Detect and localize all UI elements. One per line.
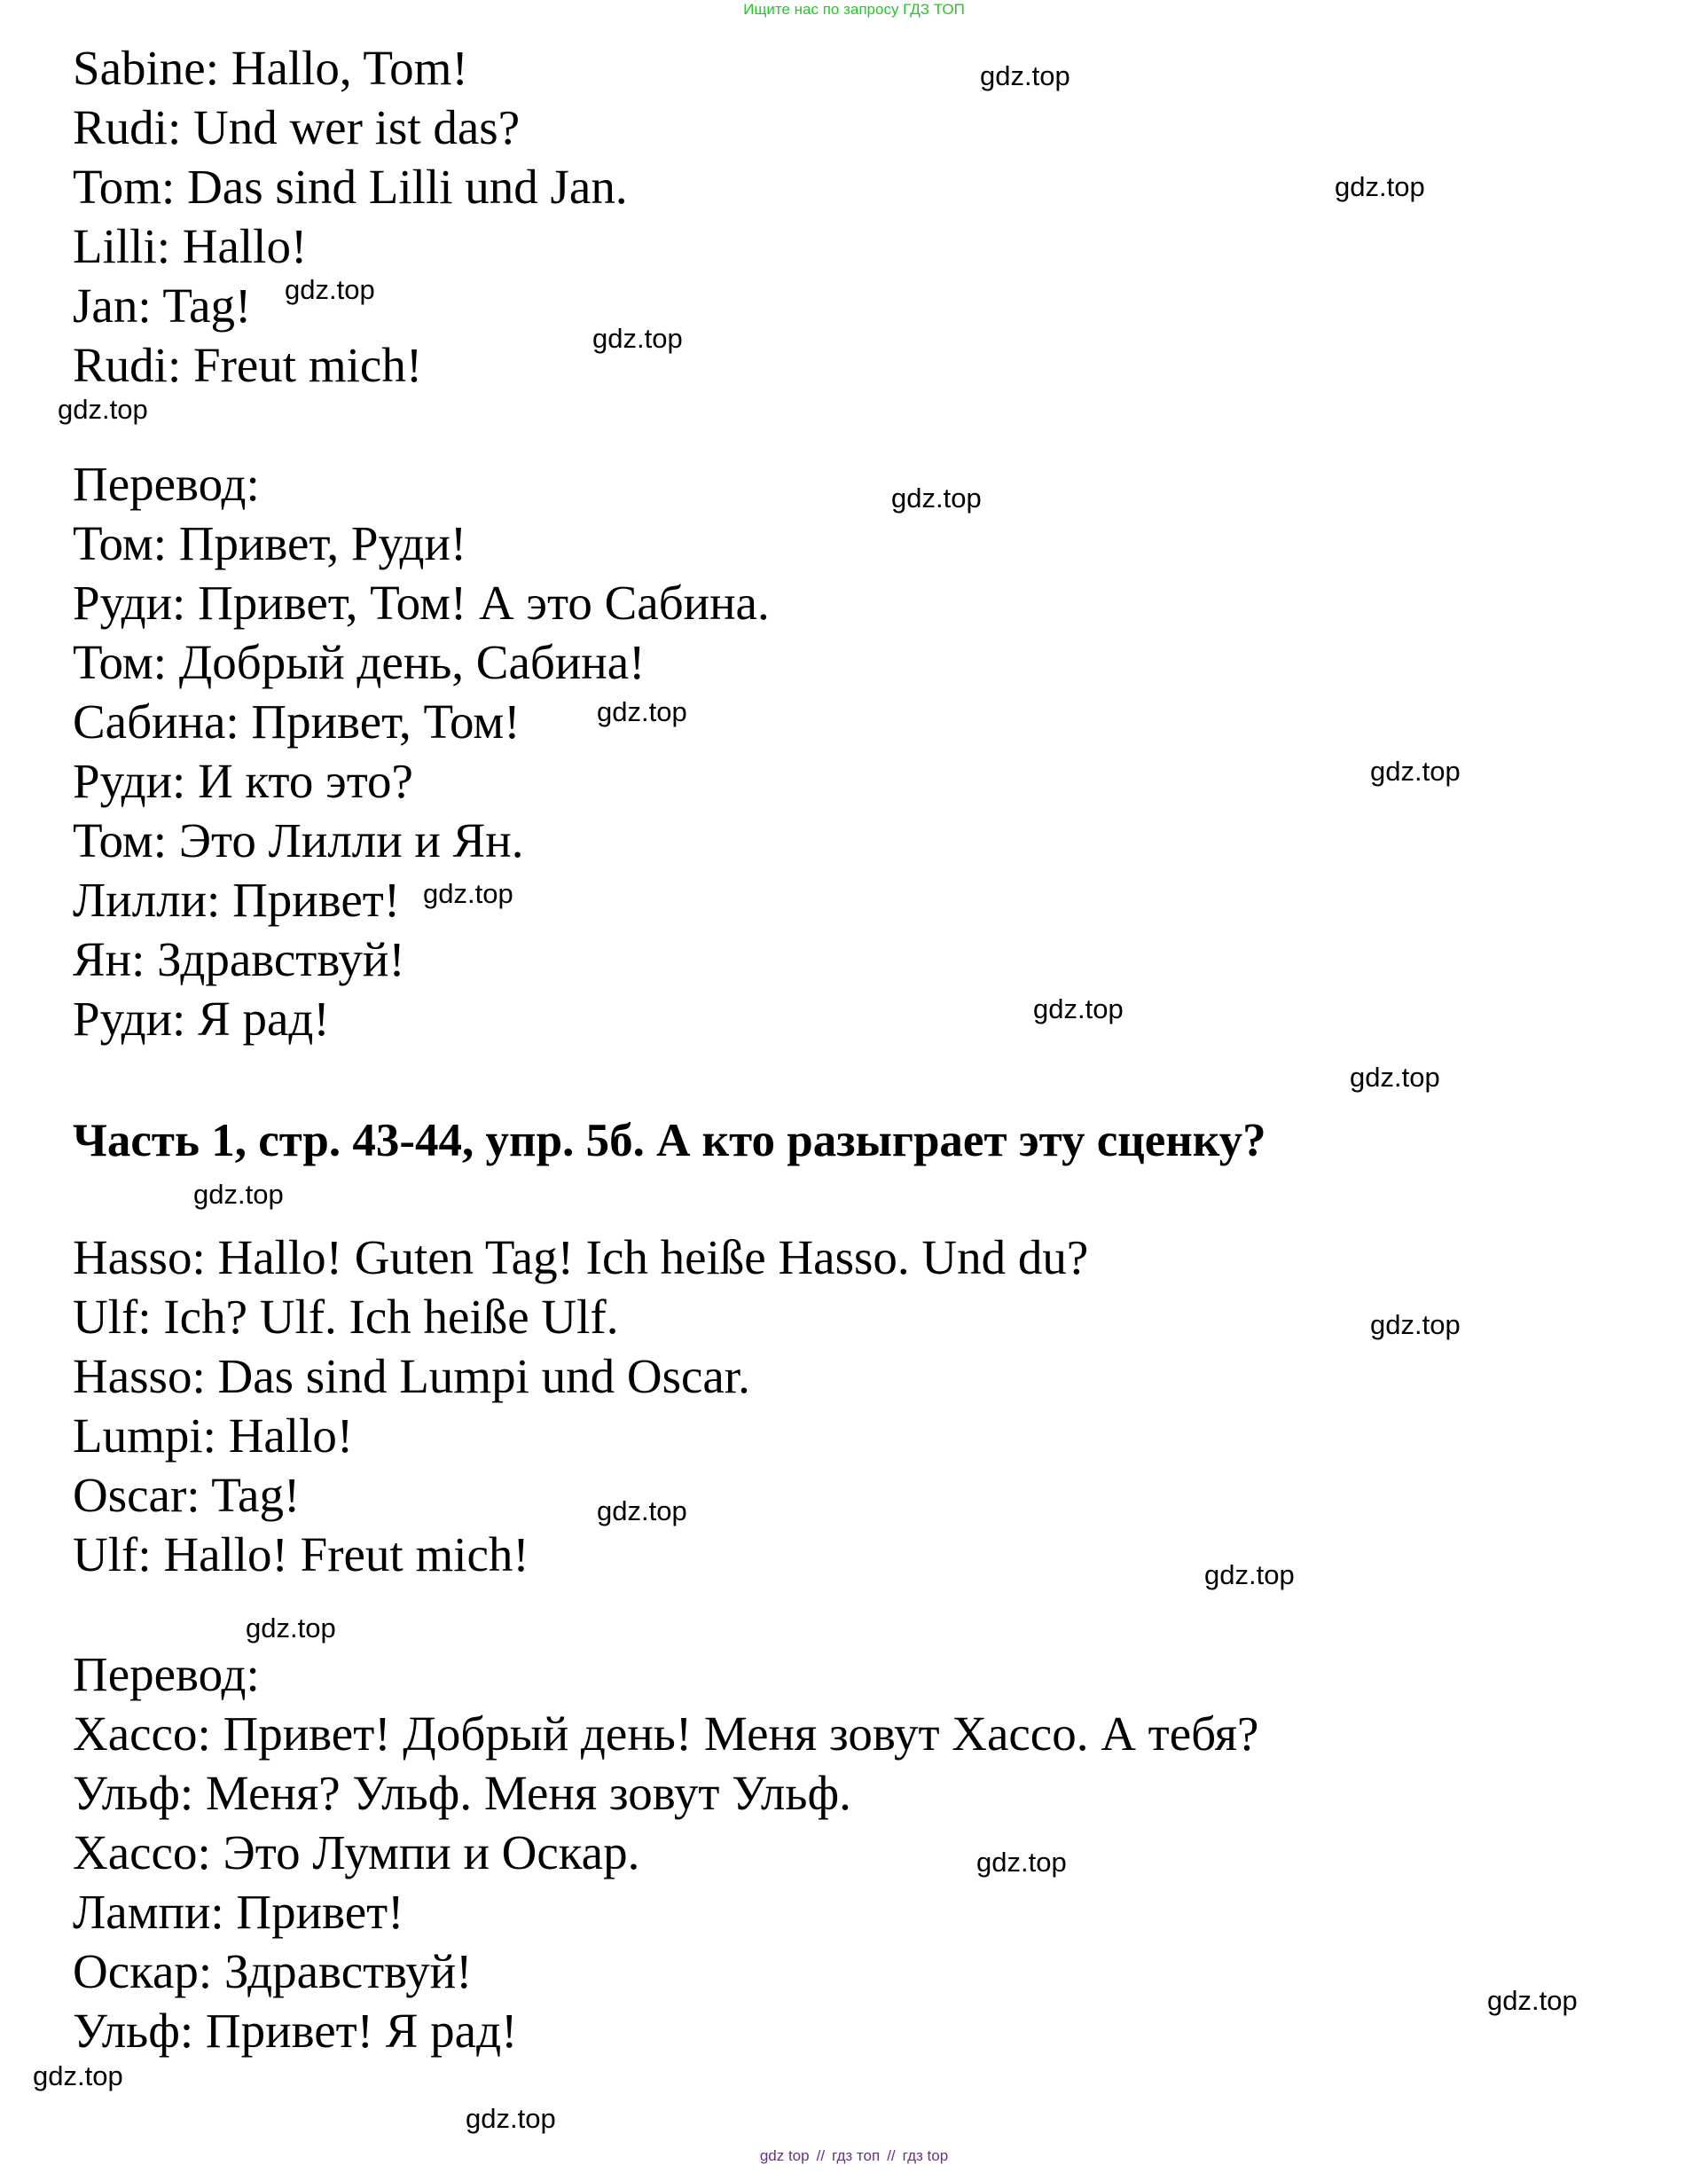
dialog1-ru-line: Сабина: Привет, Том!	[73, 694, 521, 749]
top-search-note: Ищите нас по запросу ГДЗ ТОП	[743, 1, 965, 18]
dialog2-ru-line: Хассо: Привет! Добрый день! Меня зовут Хассо. А тебя?	[73, 1706, 1259, 1761]
exercise-heading: Часть 1, стр. 43-44, упр. 5б. А кто разыграет эту сценку?	[73, 1115, 1266, 1166]
watermark: gdz.top	[246, 1612, 336, 1643]
watermark: gdz.top	[423, 878, 513, 909]
watermark: gdz.top	[285, 274, 375, 305]
footer-link[interactable]: гдз top	[902, 2147, 949, 2164]
footer-link[interactable]: gdz top	[759, 2147, 810, 2164]
watermark: gdz.top	[1370, 1309, 1461, 1340]
dialog2-de-line: Hasso: Das sind Lumpi und Oscar.	[73, 1349, 750, 1403]
watermark: gdz.top	[1204, 1559, 1295, 1590]
dialog1-de-line: Lilli: Hallo!	[73, 219, 308, 273]
dialog2-ru-line: Ульф: Привет! Я рад!	[73, 2004, 518, 2058]
dialog1-ru-line: Руди: Я рад!	[73, 992, 330, 1046]
watermark: gdz.top	[193, 1179, 284, 1210]
translation-label: Перевод:	[73, 457, 260, 511]
dialog2-ru-line: Хассо: Это Лумпи и Оскар.	[73, 1825, 640, 1879]
dialog2-de-line: Oscar: Tag!	[73, 1468, 301, 1522]
dialog1-ru-line: Том: Привет, Руди!	[73, 516, 467, 570]
watermark: gdz.top	[597, 1495, 687, 1526]
watermark: gdz.top	[1350, 1062, 1440, 1093]
dialog2-ru-line: Лампи: Привет!	[73, 1885, 404, 1939]
dialog1-de-line: Jan: Tag!	[73, 278, 252, 333]
dialog1-de-line: Tom: Das sind Lilli und Jan.	[73, 160, 628, 214]
dialog2-ru-line: Оскар: Здравствуй!	[73, 1944, 473, 1998]
translation-label: Перевод:	[73, 1647, 260, 1701]
watermark: gdz.top	[891, 482, 982, 514]
watermark: gdz.top	[976, 1847, 1067, 1878]
dialog1-ru-line: Руди: Привет, Том! А это Сабина.	[73, 576, 770, 630]
watermark: gdz.top	[1487, 1985, 1578, 2016]
footer-separator: //	[887, 2147, 896, 2164]
footer-separator: //	[816, 2147, 826, 2164]
watermark: gdz.top	[1335, 171, 1425, 202]
watermark: gdz.top	[980, 60, 1070, 91]
dialog1-ru-line: Руди: И кто это?	[73, 754, 413, 808]
watermark: gdz.top	[58, 394, 148, 425]
watermark: gdz.top	[466, 2103, 556, 2134]
dialog2-de-line: Hasso: Hallo! Guten Tag! Ich heiße Hasso. Und du?	[73, 1230, 1089, 1284]
dialog2-de-line: Ulf: Hallo! Freut mich!	[73, 1527, 529, 1581]
dialog2-de-line: Lumpi: Hallo!	[73, 1408, 354, 1463]
footer-links	[0, 2146, 1708, 2166]
dialog1-ru-line: Том: Добрый день, Сабина!	[73, 635, 646, 689]
watermark: gdz.top	[597, 696, 687, 727]
dialog1-ru-line: Лилли: Привет!	[73, 873, 401, 927]
dialog1-de-line: Sabine: Hallo, Tom!	[73, 41, 468, 95]
dialog2-ru-line: Ульф: Меня? Ульф. Меня зовут Ульф.	[73, 1766, 851, 1820]
dialog1-de-line: Rudi: Freut mich!	[73, 338, 423, 392]
dialog1-ru-line: Ян: Здравствуй!	[73, 932, 405, 986]
watermark: gdz.top	[592, 323, 683, 354]
dialog2-de-line: Ulf: Ich? Ulf. Ich heiße Ulf.	[73, 1290, 619, 1344]
watermark: gdz.top	[1370, 756, 1461, 787]
footer-link[interactable]: гдз топ	[832, 2147, 881, 2164]
watermark: gdz.top	[33, 2060, 123, 2091]
dialog1-de-line: Rudi: Und wer ist das?	[73, 100, 521, 154]
watermark: gdz.top	[1033, 993, 1124, 1024]
dialog1-ru-line: Том: Это Лилли и Ян.	[73, 813, 524, 867]
